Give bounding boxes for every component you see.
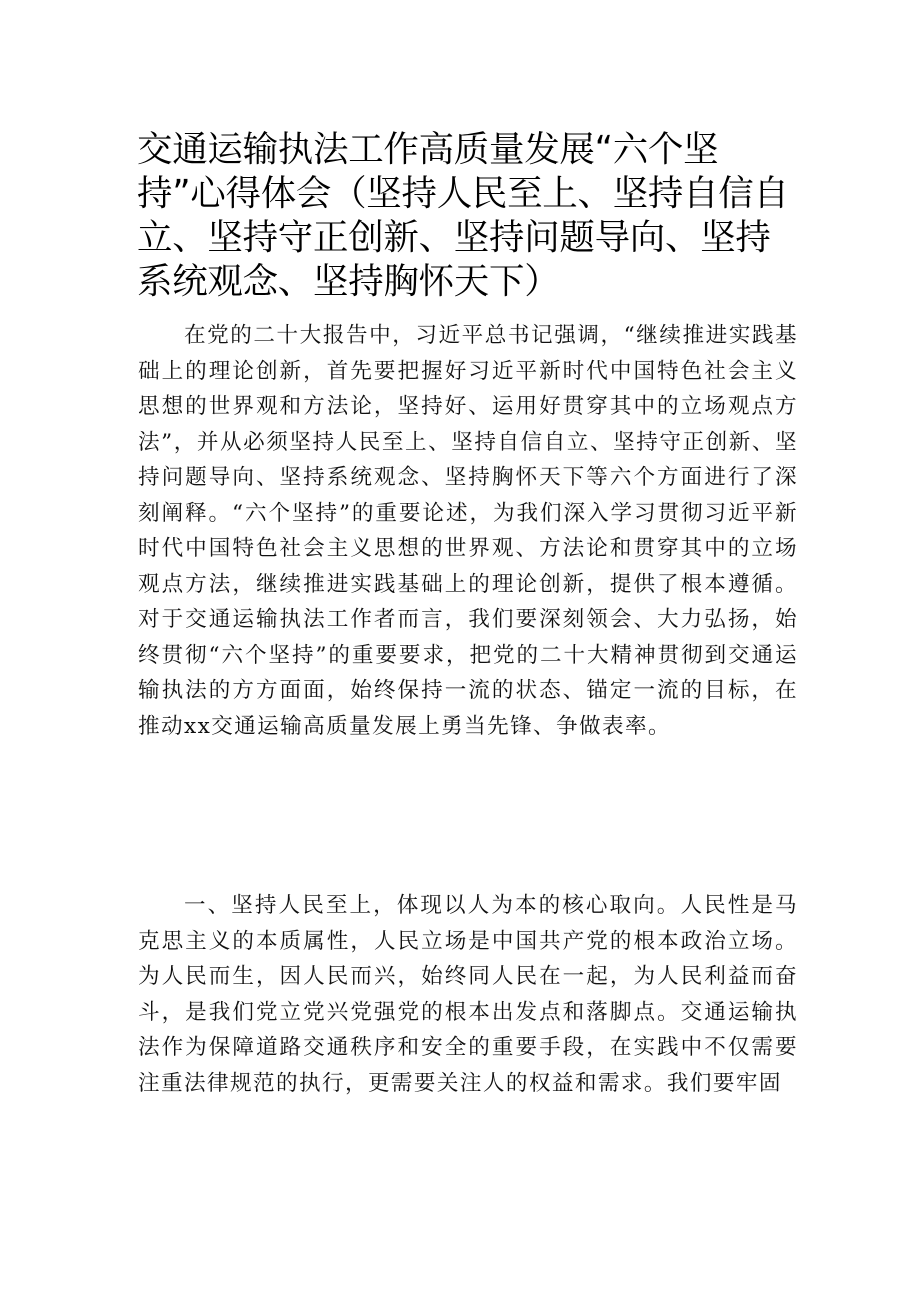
paragraph-section-one: 一、坚持人民至上，体现以人为本的核心取向。人民性是马克思主义的本质属性，人民立场是中国共产党的根本政治立场。为人民而生，因人民而兴，始终同人民在一起，为人民利益而奋斗，是我们党立党兴党强党的根本出发点和落脚点。交通运输执法作为保障道路交通秩序和安全的重要手段，在实践中不仅需要注重法律规范的执行，更需要关注人的权益和需求。我们要牢固 [138, 893, 798, 1096]
paragraph-intro: 在党的二十大报告中，习近平总书记强调，“继续推进实践基础上的理论创新，首先要把握好习近平新时代中国特色社会主义思想的世界观和方法论，坚持好、运用好贯穿其中的立场观点方法”，并从必须坚持人民至上、坚持自信自立、坚持守正创新、坚持问题导向、坚持系统观念、坚持胸怀天下等六个方面进行了深刻阐释。“六个坚持”的重要论述，为我们深入学习贯彻习近平新时代中国特色社会主义思想的世界观、方法论和贯穿其中的立场观点方法，继续推进实践基础上的理论创新，提供了根本遵循。对于交通运输执法工作者而言，我们要深刻领会、大力弘扬，始终贯彻“六个坚持”的重要要求，把党的二十大精神贯彻到交通运输执法的方方面面，始终保持一流的状态、锚定一流的目标，在推动xx交通运输高质量发展上勇当先锋、争做表率。 [138, 323, 798, 739]
document-title: 交通运输执法工作高质量发展“六个坚持”心得体会（坚持人民至上、坚持自信自立、坚持守正创新、坚持问题导向、坚持系统观念、坚持胸怀天下） [137, 129, 789, 302]
